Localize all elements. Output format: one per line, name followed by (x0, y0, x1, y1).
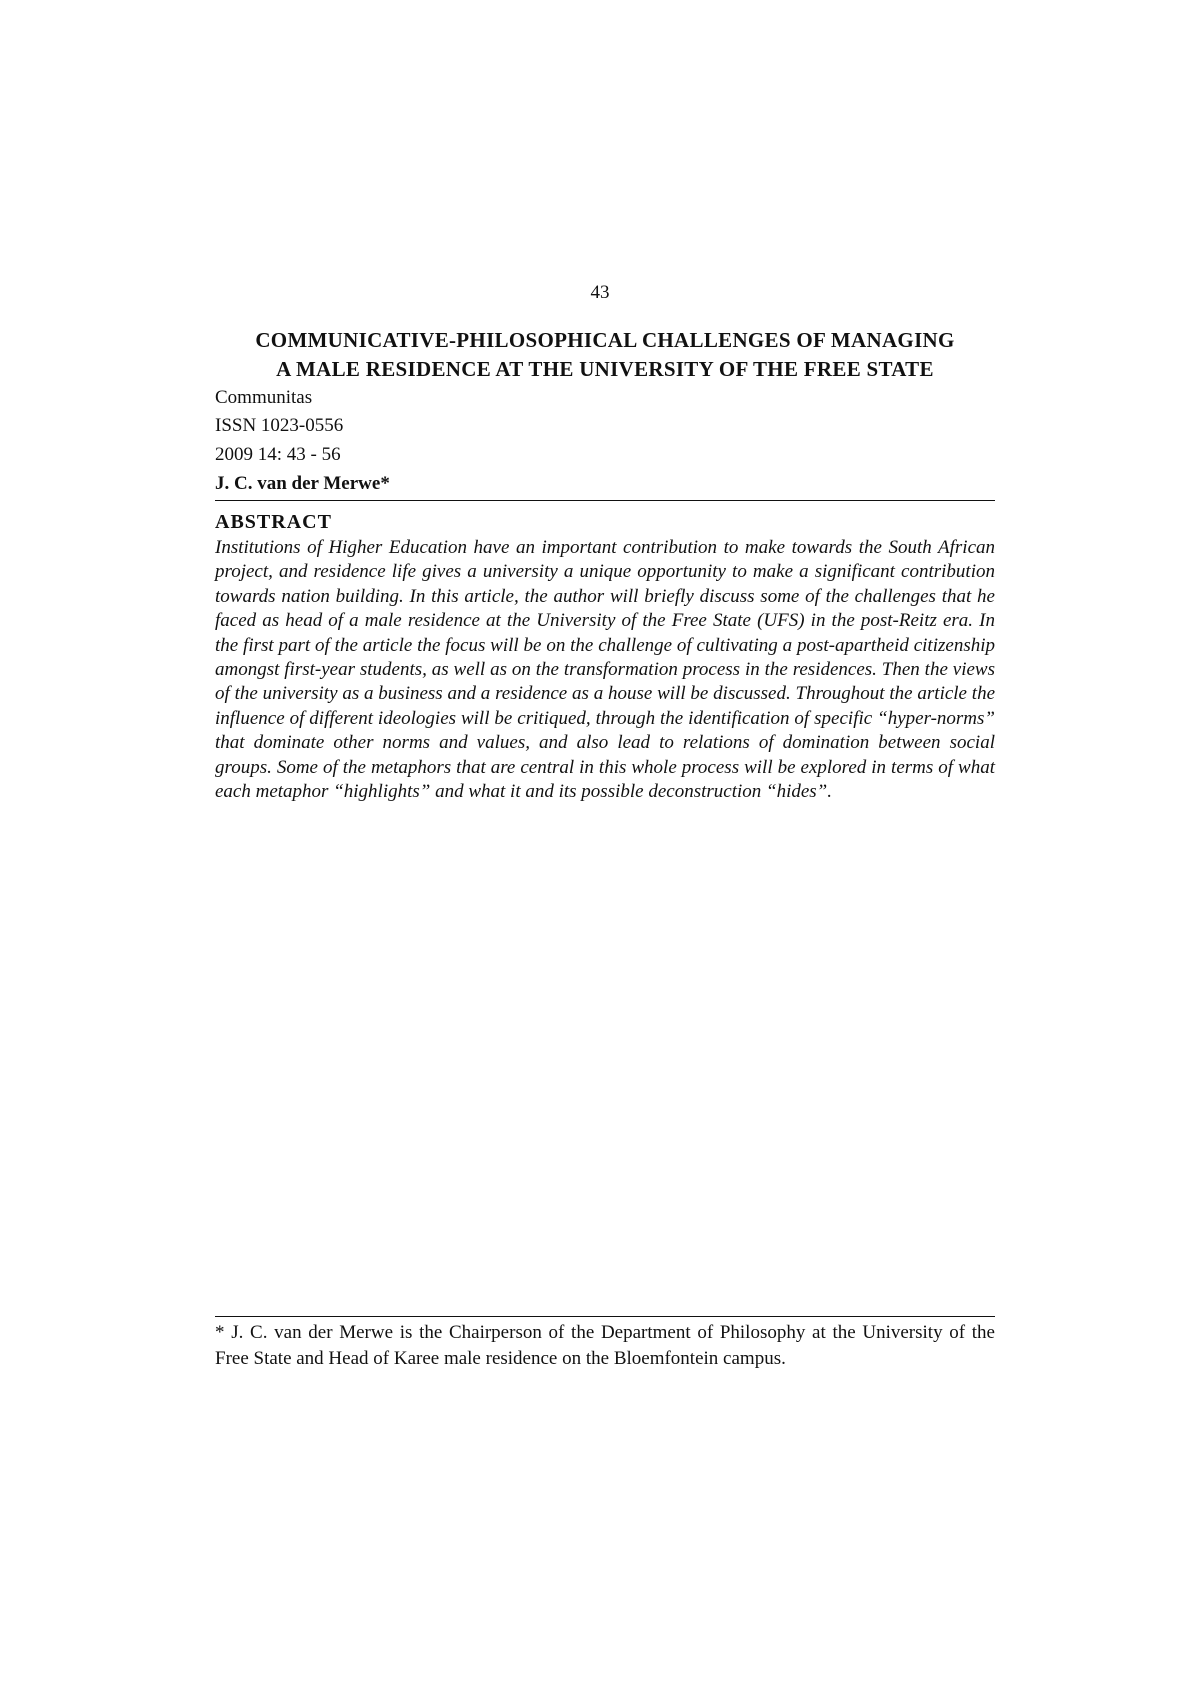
issue-info: 2009 14: 43 - 56 (215, 444, 341, 465)
footnote: * J. C. van der Merwe is the Chairperson of the Department of Philosophy at the University of the Free State and Head of Karee male residence on the Bloemfontein campus. (215, 1322, 995, 1369)
abstract-heading: ABSTRACT (215, 511, 332, 533)
article-title-line-2: A MALE RESIDENCE AT THE UNIVERSITY OF THE FREE STATE (276, 357, 934, 381)
article-title (215, 326, 995, 384)
abstract-text: Institutions of Higher Education have an important contribution to make towards the South African project, and residence life gives a university a unique opportunity to make a significant contribution towards nation building. In this article, the author will briefly discuss some of the challenges that he faced as head of a male residence at the University of the Free State (UFS) in the post-Reitz era. In the first part of the article the focus will be on the challenge of cultivating a post-apartheid citizenship amongst first-year students, as well as on the transformation process in the residences. Then the views of the university as a business and a residence as a house will be discussed. Throughout the article the influence of different ideologies will be critiqued, through the identification of specific “hyper-norms” that dominate other norms and values, and also lead to relations of domination between social groups. Some of the metaphors that are central in this whole process will be explored in terms of what each metaphor “highlights” and what it and its possible deconstruction “hides”. (215, 537, 995, 803)
page-number: 43 (590, 282, 610, 303)
journal-name: Communitas (215, 387, 313, 408)
article-title-line-1: COMMUNICATIVE-PHILOSOPHICAL CHALLENGES OF MANAGING (255, 328, 955, 352)
issn: ISSN 1023-0556 (215, 415, 344, 436)
author-name: J. C. van der Merwe* (215, 473, 390, 494)
footnote-divider (215, 1316, 995, 1317)
header-divider (215, 500, 995, 501)
